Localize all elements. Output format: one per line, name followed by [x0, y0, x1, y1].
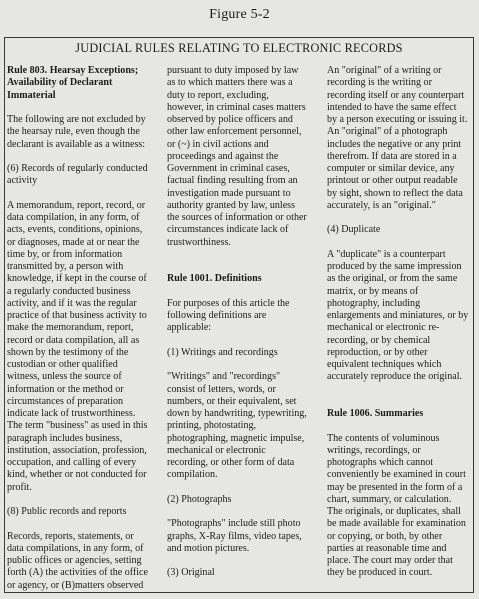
- item-1-heading: (1) Writings and recordings: [167, 346, 278, 358]
- rule-803-heading: Rule 803. Hearsay Exceptions; Availability of Declarant Immaterial: [7, 65, 139, 101]
- item-4-text: A "duplicate" is a counterpart produced by the same impression as the original, or from the same matrix, or by means of photography, including enlargements and miniatures, or by mechanical or electronic re- recording, or by chemical reproduction, or by other equivalent techniques which accurately reproduce the original.: [327, 248, 469, 383]
- item-1-text: "Writings" and "recordings" consist of letters, words, or numbers, or their equivalent, set down by handwriting, typewriting, printing, photostating, photographing, magnetic impulse, mechanical or electronic recording, or other form of data compilation.: [167, 371, 307, 481]
- item-8-heading: (8) Public records and reports: [7, 506, 127, 517]
- rule-803-intro: The following are not excluded by the hearsay rule, even though the declarant is available as a witness:: [7, 114, 146, 150]
- item-2-heading: (2) Photographs: [167, 493, 232, 505]
- rule-1006-heading: Rule 1006. Summaries: [327, 408, 424, 419]
- column-3: [327, 65, 473, 580]
- item-8-text: Records, reports, statements, or data compilations, in any form, of public offices or agencies, setting forth (A) the activities of the office or agency, or (B)matters observed: [7, 530, 148, 591]
- item-2-text: "Photographs" include still photo graphs, X-Ray films, video tapes, and motion pictures.: [167, 518, 302, 554]
- item-8-continued-text: pursuant to duty imposed by law as to which matters there was a duty to report, excluding, however, in criminal cases matters observed by police officers and other law enforcement personnel, or (~) in civil actions and proceedings and against the Government in criminal cases, factual finding resulting from an investigation made pursuant to authority granted by law, unless the sources of information or other circumstances indicate lack of trustworthiness.: [167, 65, 307, 248]
- figure-label: Figure 5-2: [209, 7, 270, 22]
- definitions-intro: For purposes of this article the following definitions are applicable:: [167, 297, 290, 334]
- column-1: [7, 65, 157, 592]
- item-4-heading: (4) Duplicate: [327, 224, 381, 236]
- rule-1006-text: The contents of voluminous writings, recordings, or photographs which cannot conveniently be examined in court may be presented in the form of a chart, summary, or calculation. The originals, or duplicates, shall be made available for examination or copying, or both, by other parties at reasonable time and place. The court may order that they be produced in court.: [327, 432, 466, 579]
- item-6-text: A memorandum, report, record, or data compilation, in any form, of acts, events, conditions, opinions, or diagnoses, made at or near the time by, or from information transmitted by, a person with knowledge, if kept in the course of a regularly conducted business activity, and if it was the regular practice of that business activity to make the memorandum, report, record or data compilation, all as shown by the testimony of the custodian or other qualified witness, unless the source of information or the method or circumstances of preparation indicate lack of trustworthiness. The term "business" as used in this paragraph includes business, institution, association, profession, occupation, and calling of every kind, whether or not conducted for profit.: [7, 199, 148, 493]
- page-title: JUDICIAL RULES RELATING TO ELECTRONIC RECORDS: [75, 41, 403, 55]
- item-6-heading: (6) Records of regularly conducted activity: [7, 163, 148, 187]
- item-3-heading: (3) Original: [167, 567, 215, 579]
- column-2: [167, 65, 315, 580]
- rule-1001-heading: Rule 1001. Definitions: [167, 273, 262, 285]
- original-definition-text: An "original" of a writing or recording is the writing or recording itself or any counterpart intended to have the same effect by a person executing or issuing it. An "original" of a photograph includes the negative or any print therefrom. If data are stored in a computer or similar device, any printout or other output readable by sight, shown to reflect the data accurately, is an "original.": [327, 65, 468, 211]
